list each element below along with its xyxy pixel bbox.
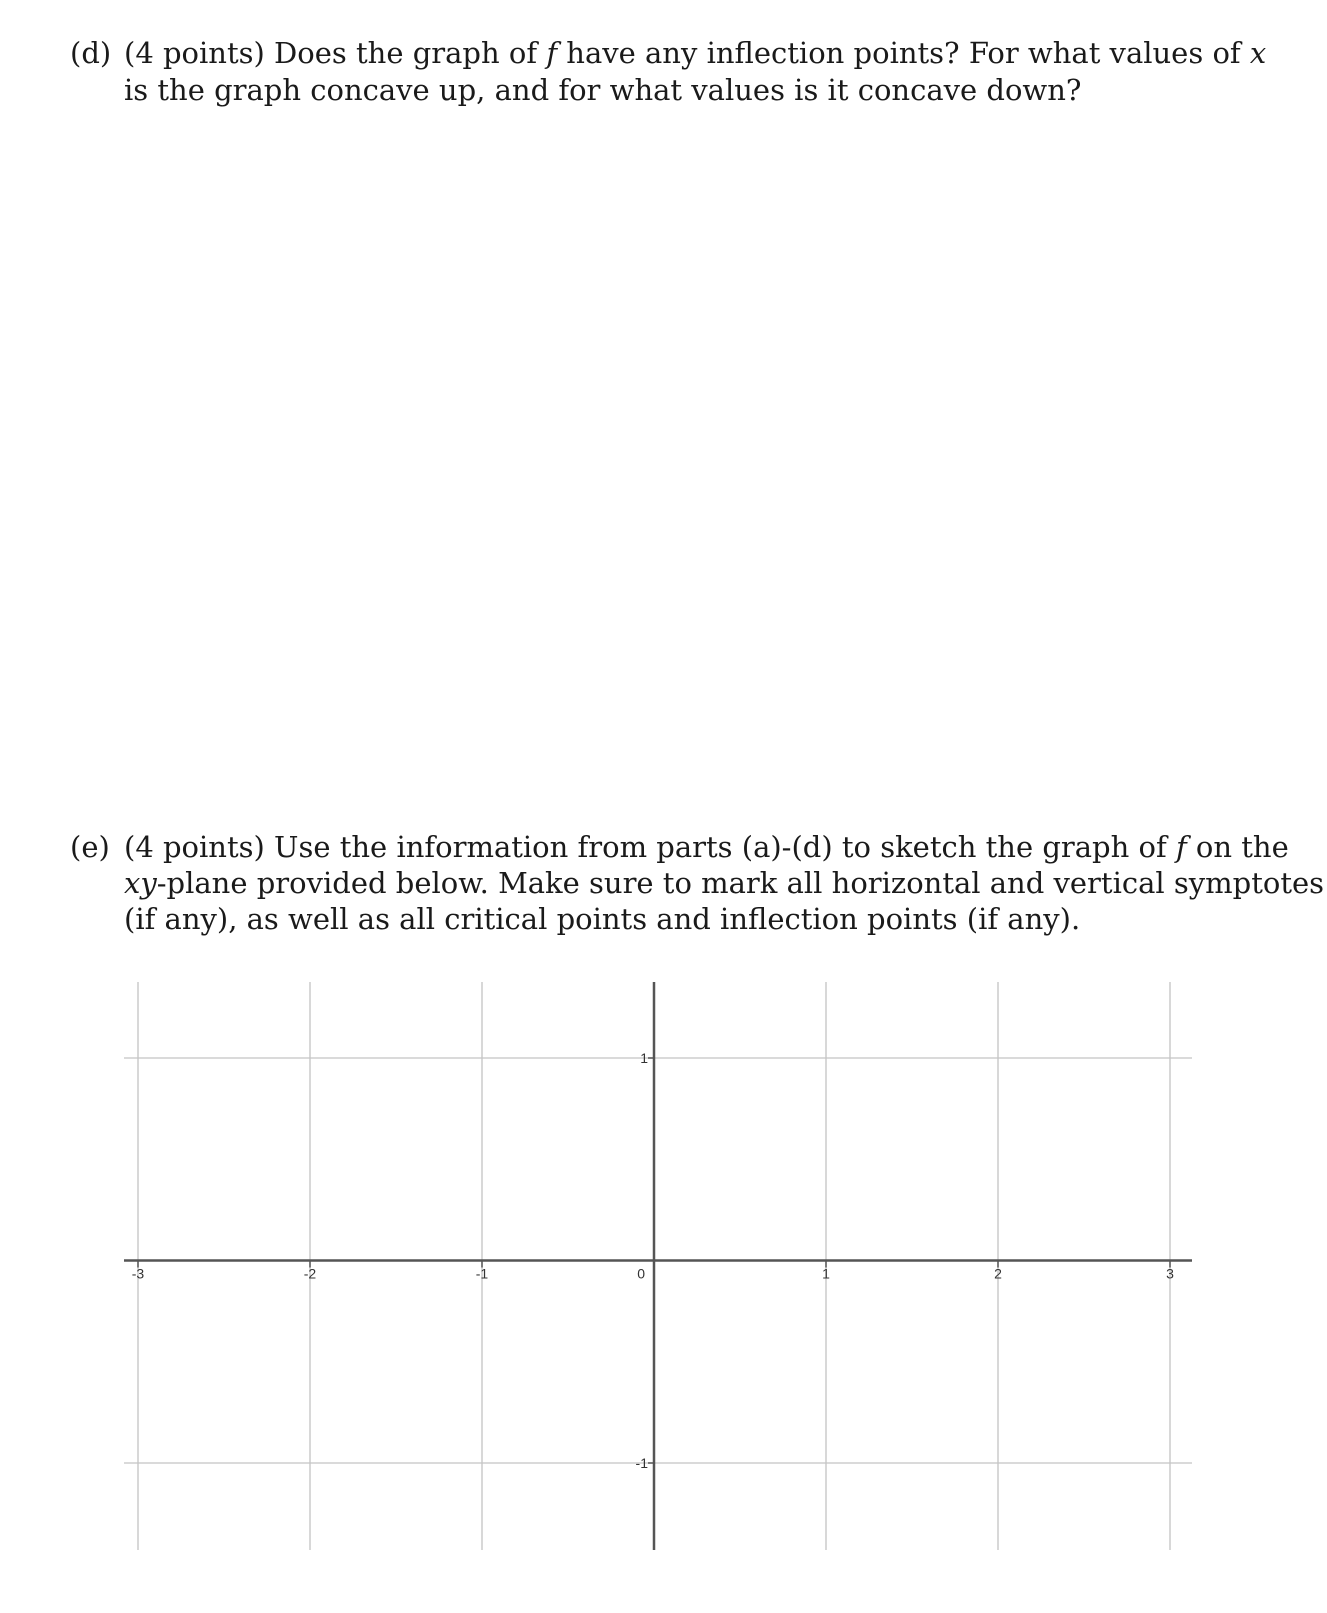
part-e-text-1a: (4 points) Use the information from parts (a)-(d) to sketch the graph of [124,830,1176,864]
part-d-line-2: is the graph concave up, and for what values is it concave down? [124,73,1082,107]
part-d-text-1b: have any inflection points? For what values of [557,36,1250,70]
part-d-var-f: f [546,36,558,70]
x-tick-label: -1 [475,1265,489,1282]
part-e-label: (e) [70,830,110,864]
part-d-label: (d) [70,36,112,70]
x-tick-label: 1 [822,1265,830,1282]
x-tick-label: 3 [1166,1265,1174,1282]
x-tick-label: -3 [131,1265,145,1282]
x-tick-label: 0 [637,1265,645,1282]
x-tick-label: 2 [994,1265,1002,1282]
y-tick-label: 1 [640,1050,648,1066]
y-tick-label: -1 [635,1455,648,1471]
part-d-var-x: x [1249,36,1267,70]
x-tick-label: -2 [303,1265,317,1282]
part-e-text-2b: -plane provided below. Make sure to mark all horizontal and vertical symptotes [156,866,1325,900]
part-e-text-1b: on the [1186,830,1289,864]
part-e-var-xy: xy [124,866,157,900]
part-d-text-1a: (4 points) Does the graph of [124,36,547,70]
part-e-var-f: f [1175,830,1187,864]
part-e-line-3: (if any), as well as all critical points and inflection points (if any). [124,902,1081,936]
